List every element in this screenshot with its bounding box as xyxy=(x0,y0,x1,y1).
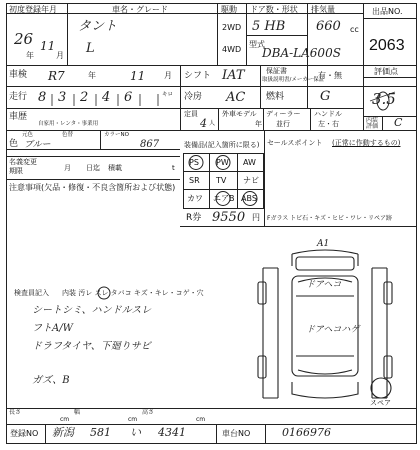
warranty-value: 有・無 xyxy=(318,71,342,80)
lot-number: 2063 xyxy=(369,37,405,54)
reg-year-value: 26 xyxy=(14,30,34,48)
handle-value: 左・右 xyxy=(318,120,339,128)
drive-4wd: 4WD xyxy=(222,45,242,54)
inspection-label: 車検 xyxy=(9,70,28,80)
inspection-value: R7 xyxy=(48,69,65,83)
reg-class-no: 581 xyxy=(90,426,111,439)
inspection-month: 11 xyxy=(130,69,146,83)
ac-value: AC xyxy=(226,90,246,105)
diagram-side-mark: ドアヘコハゲ xyxy=(306,325,360,335)
inspector-note-1: シートシミ、ハンドルスレ xyxy=(32,305,152,316)
mileage-digit-3: 2 xyxy=(80,90,89,105)
color-change-label: 色替 xyxy=(62,132,74,138)
interior-value: C xyxy=(394,116,403,129)
equip-navi: ナビ xyxy=(243,176,259,185)
capacity-unit: 人 xyxy=(209,120,216,127)
width-unit: cm xyxy=(128,416,138,423)
drive-2wd: 2WD xyxy=(222,23,242,32)
inspection-year-unit: 年 xyxy=(88,71,96,80)
warranty-label: 保証書 xyxy=(266,67,287,75)
displacement-value: 660 xyxy=(316,19,341,34)
handle-label: ハンドル xyxy=(314,110,342,118)
color-orig-label: 元色 xyxy=(22,132,34,138)
reg-year-unit: 年 xyxy=(26,51,34,60)
interior-label: 内装 xyxy=(366,117,379,124)
inspection-month-unit: 月 xyxy=(164,71,172,80)
dealer-label: ディーラー xyxy=(266,110,301,118)
reg-month-unit: 月 xyxy=(56,51,64,60)
fuel-label: 燃料 xyxy=(266,92,285,102)
mileage-digit-2: 3 xyxy=(58,90,67,105)
interior-sub: 評価 xyxy=(366,123,379,130)
car-diagram-lines xyxy=(258,250,392,398)
reg-number: 4341 xyxy=(158,426,186,439)
chassis-number: 0166976 xyxy=(282,426,331,439)
dealer-value: 並行 xyxy=(276,120,290,128)
mileage-label: 走行 xyxy=(9,92,28,102)
displacement-label: 排気量 xyxy=(311,5,335,14)
door-value: 5 HB xyxy=(252,19,286,34)
equip-aw: AW xyxy=(243,158,256,167)
mileage-digit-5: 6 xyxy=(124,90,133,105)
capacity-value: 4 xyxy=(200,117,207,130)
diagram-roof-mark: ドアヘコ xyxy=(306,280,342,290)
reg-year-label: 初度登録年月 xyxy=(9,5,57,14)
title-change-term: 期限 xyxy=(9,167,23,175)
inspector-note-3: ドラフタイヤ、下廻りサビ xyxy=(32,341,151,352)
length-label: 長さ xyxy=(9,409,22,416)
spare-label: スペア xyxy=(370,399,391,407)
equip-leather: カワ xyxy=(187,194,203,203)
warranty-sub: 取扱説明書/メーカー保証 xyxy=(262,77,325,83)
r-label: R券 xyxy=(186,213,202,223)
shift-label: シフト xyxy=(184,71,212,81)
reg-kana: い xyxy=(130,426,141,439)
inspector-note-2: フトA/W xyxy=(32,323,73,334)
height-label: 高さ xyxy=(142,409,155,416)
mileage-unit: キロ xyxy=(162,92,174,98)
model-change-unit: 年 xyxy=(255,120,262,128)
capacity-label: 定員 xyxy=(184,110,198,118)
height-unit: cm xyxy=(196,416,206,423)
load-label: 積載 xyxy=(108,164,122,172)
inspector-note-4: ガズ、B xyxy=(32,375,70,386)
lot-label: 出品NO. xyxy=(372,7,403,16)
car-grade: L xyxy=(86,41,95,56)
score-label: 評価点 xyxy=(374,67,398,76)
equip-pw: PW xyxy=(216,158,229,167)
drive-label: 駆動 xyxy=(221,5,237,14)
equip-tv: TV xyxy=(216,176,227,185)
equip-airbag: エアB xyxy=(213,194,235,203)
model-change-label: 外車モデル xyxy=(222,110,257,118)
load-unit: t xyxy=(172,164,175,172)
mileage-digit-4: 4 xyxy=(102,90,111,105)
color-no-label: カラーNO xyxy=(104,132,129,138)
chassis-label: 車台NO xyxy=(222,429,251,438)
displacement-unit: cc xyxy=(350,25,359,34)
title-change-day-unit: 日迄 xyxy=(86,164,100,172)
reg-month-value: 11 xyxy=(40,39,56,53)
reg-no-label: 登録NO xyxy=(10,429,39,438)
score-value: 3.5 xyxy=(372,90,396,108)
inspector-label: 検査員記入 xyxy=(14,289,49,297)
width-label: 幅 xyxy=(74,409,81,416)
glass-note: Fガラス トビ石・キズ・ヒビ・ワレ・リペア跡 xyxy=(267,215,392,222)
shift-value: IAT xyxy=(222,68,245,83)
selling-point-label: セールスポイント xyxy=(267,139,323,147)
door-label: ドア数・形状 xyxy=(250,5,298,14)
car-name: タント xyxy=(78,19,118,34)
model-value: DBA-LA600S xyxy=(262,46,341,60)
remarks-label: 注意事項(欠品・修復・不良含箇所および状態) xyxy=(9,183,176,192)
color-no-value: 867 xyxy=(140,139,160,150)
equip-abs: ABS xyxy=(241,194,257,203)
title-change-label: 名義変更 xyxy=(9,158,37,166)
name-grade-label: 車名・グレード xyxy=(112,5,168,14)
r-value: 9550 xyxy=(212,210,246,225)
color-value: ブルー xyxy=(24,140,51,150)
equip-ps: PS xyxy=(189,158,199,167)
history-label: 車歴 xyxy=(9,112,28,122)
diagram-front-mark: A1 xyxy=(317,239,330,249)
title-change-month-unit: 月 xyxy=(64,164,71,172)
history-sub: 自家用・レンタ・事業用 xyxy=(38,121,99,127)
selling-point-note: (正常に作動するもの) xyxy=(332,139,401,147)
r-unit: 円 xyxy=(252,213,260,222)
equip-sr: SR xyxy=(189,176,200,185)
color-label: 色 xyxy=(9,139,19,149)
mileage-digit-1: 8 xyxy=(38,90,47,105)
length-unit: cm xyxy=(60,416,70,423)
equipment-label: 装備品(記入箇所に限る) xyxy=(184,141,260,149)
ac-label: 冷房 xyxy=(184,92,203,102)
fuel-value: G xyxy=(320,89,331,104)
model-label: 型式 xyxy=(249,40,265,49)
reg-region: 新潟 xyxy=(52,426,74,439)
inspector-options: 内装 汚レ スレ タバコ キズ・キレ・コゲ・穴 xyxy=(62,289,204,297)
